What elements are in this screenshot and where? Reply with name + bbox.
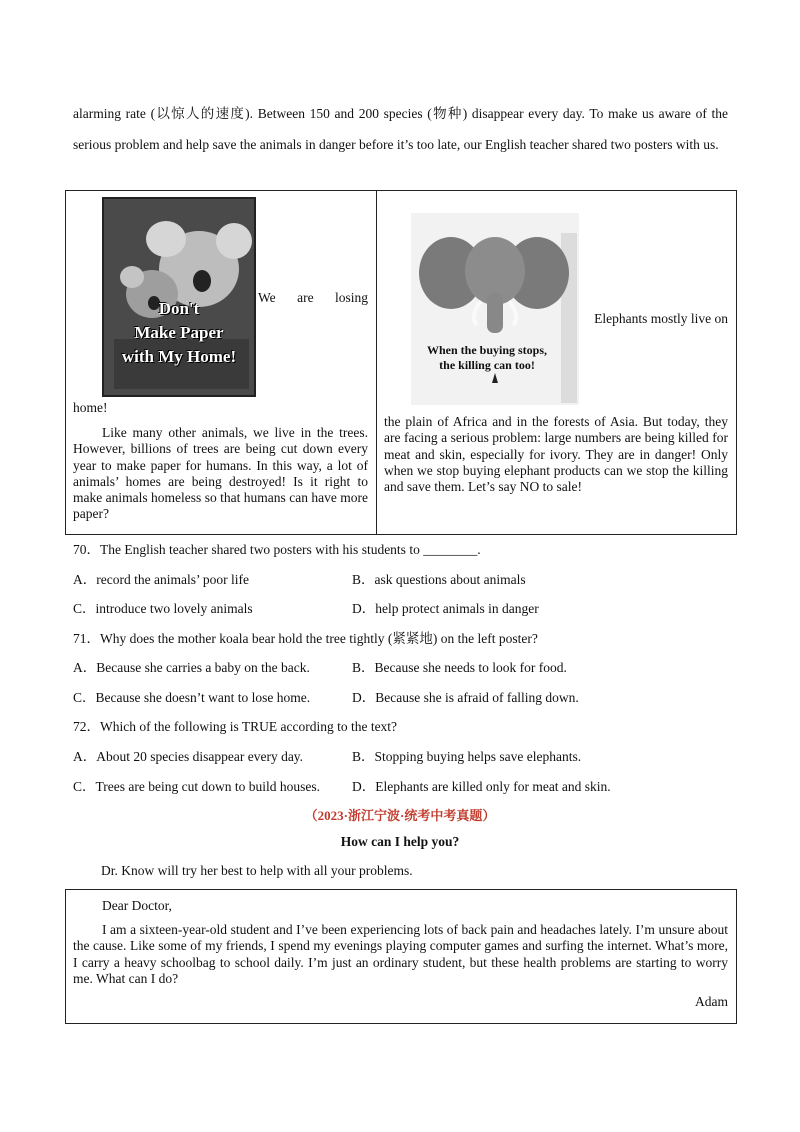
koala-poster-line-1: Don't — [158, 299, 200, 318]
question-70-option-d[interactable]: D．help protect animals in danger — [352, 601, 539, 616]
elephant-poster-image — [411, 213, 579, 405]
section-title: How can I help you? — [340, 834, 460, 849]
question-72-option-d[interactable]: D．Elephants are killed only for meat and skin. — [352, 779, 611, 794]
question-70-stem: 70．The English teacher shared two posters with his students to ________. — [73, 542, 481, 557]
right-poster-cell — [377, 191, 737, 535]
letter-greeting: Dear Doctor, — [102, 898, 172, 913]
letter-signature: Adam — [695, 994, 728, 1009]
question-72-option-b[interactable]: B．Stopping buying helps save elephants. — [352, 749, 582, 764]
question-source: （2023·浙江宁波·统考中考真题） — [304, 808, 496, 823]
question-72-option-c[interactable]: C．Trees are being cut down to build houses. — [73, 779, 320, 794]
letter-body: I am a sixteen-year-old student and I’ve been experiencing lots of back pain and headaches lately. I’m unsure about the cause. Like some of my friends, I spend my evenings playing computer games and surfing the internet. What’s more, I carry a heavy schoolbag to school daily. I’m just an ordinary student, but these health problems are starting to worry me. What can I do? — [73, 922, 728, 986]
question-71-stem: 71．Why does the mother koala bear hold the tree tightly (紧紧地) on the left poster? — [73, 631, 538, 646]
question-70-option-b[interactable]: B．ask questions about animals — [352, 572, 526, 587]
right-poster-body: the plain of Africa and in the forests of Asia. But today, they are facing a serious problem: large numbers are being killed for meat and skin, especially for ivory. They are in danger! Only when we stop buying elephant products can we stop the killing and save them. Let’s say NO to sale! — [384, 414, 728, 495]
intro-paragraph: alarming rate (以惊人的速度). Between 150 and 200 species (物种) disappear every day. To make us aware of the serious problem and help save the animals in danger before it’s too late, our English teacher shared two posters with us. — [73, 106, 728, 152]
koala-poster-image — [102, 197, 256, 397]
left-poster-body: Like many other animals, we live in the trees. However, billions of trees are being cut down every year to make paper for humans. In this way, a lot of animals’ homes are being destroyed! Is it right to make animals homeless so that humans can have more paper? — [73, 425, 368, 522]
question-71-option-c[interactable]: C．Because she doesn’t want to lose home. — [73, 690, 311, 705]
question-71-option-d[interactable]: D．Because she is afraid of falling down. — [352, 690, 579, 705]
letter-box — [65, 889, 737, 1024]
elephant-poster-line-1: When the buying stops, — [426, 343, 548, 357]
right-poster-heading: Elephants mostly live on — [594, 311, 728, 326]
question-70-option-a[interactable]: A．record the animals’ poor life — [73, 572, 249, 587]
left-poster-cell — [66, 191, 377, 535]
question-71-option-a[interactable]: A．Because she carries a baby on the back. — [73, 660, 310, 675]
posters-table — [65, 190, 737, 535]
koala-poster-line-3: with My Home! — [121, 347, 237, 366]
elephant-poster-line-2: the killing can too! — [439, 358, 535, 372]
question-72-stem: 72．Which of the following is TRUE according to the text? — [73, 719, 398, 734]
left-poster-heading: We are losing — [258, 290, 368, 305]
question-72-option-a[interactable]: A．About 20 species disappear every day. — [73, 749, 304, 764]
question-71-option-b[interactable]: B．Because she needs to look for food. — [352, 660, 567, 675]
koala-poster-line-2: Make Paper — [134, 323, 224, 342]
section-intro: Dr. Know will try her best to help with all your problems. — [101, 863, 413, 878]
question-70-option-c[interactable]: C．introduce two lovely animals — [73, 601, 253, 616]
left-poster-heading-end: home! — [73, 400, 108, 415]
